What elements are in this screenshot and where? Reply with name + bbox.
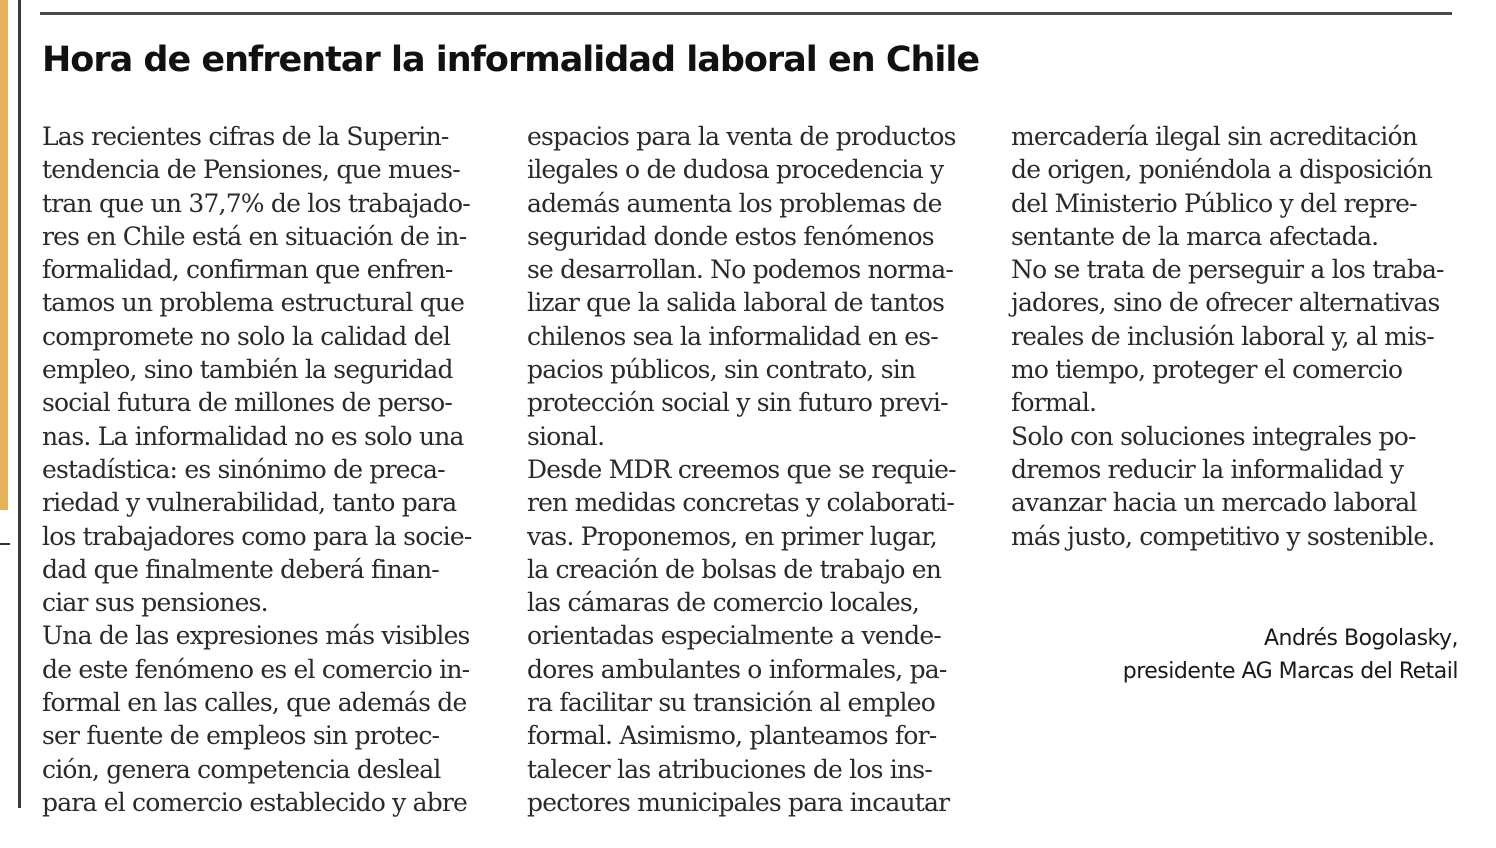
text-line: los trabajadores como para la socie-: [42, 521, 472, 551]
left-margin-rule: [18, 0, 21, 808]
author-name: Andrés Bogolasky,: [1263, 626, 1458, 651]
text-line: tendencia de Pensiones, que mues-: [42, 155, 460, 185]
text-line: avanzar hacia un mercado laboral: [1011, 488, 1417, 518]
text-line: formal.: [1011, 388, 1097, 418]
text-line: seguridad donde estos fenómenos: [527, 221, 934, 251]
text-line: pectores municipales para incautar: [527, 787, 950, 817]
text-line: del Ministerio Público y del repre-: [1011, 188, 1417, 218]
text-line: mo tiempo, proteger el comercio: [1011, 355, 1403, 385]
text-line: las cámaras de comercio locales,: [527, 588, 919, 618]
text-line: formal en las calles, que además de: [42, 688, 467, 718]
text-line: reales de inclusión laboral y, al mis-: [1011, 321, 1434, 351]
text-line: chilenos sea la informalidad en es-: [527, 321, 938, 351]
article-column-1: [42, 120, 472, 819]
text-line: de origen, poniéndola a disposición: [1011, 155, 1433, 185]
top-rule: [40, 12, 1452, 15]
text-line: res en Chile está en situación de in-: [42, 221, 467, 251]
text-line: se desarrollan. No podemos norma-: [527, 255, 953, 285]
text-line: Una de las expresiones más visibles: [42, 621, 470, 651]
text-line: para el comercio establecido y abre: [42, 787, 468, 817]
article-column-2: [527, 120, 956, 819]
text-line: lizar que la salida laboral de tantos: [527, 288, 945, 318]
text-line: más justo, competitivo y sostenible.: [1011, 521, 1435, 551]
text-line: social futura de millones de perso-: [42, 388, 453, 418]
text-line: formalidad, confirman que enfren-: [42, 255, 453, 285]
text-line: talecer las atribuciones de los ins-: [527, 754, 932, 784]
text-line: Solo con soluciones integrales po-: [1011, 421, 1416, 451]
text-line: sional.: [527, 421, 605, 451]
text-line: dad que finalmente deberá finan-: [42, 554, 439, 584]
text-line: ser fuente de empleos sin protec-: [42, 721, 440, 751]
left-margin-color-strip: [0, 0, 8, 510]
text-line: jadores, sino de ofrecer alternativas: [1011, 288, 1440, 318]
text-line: mercadería ilegal sin acreditación: [1011, 122, 1418, 151]
text-line: nas. La informalidad no es solo una: [42, 421, 464, 451]
text-line: estadística: es sinónimo de preca-: [42, 454, 445, 484]
left-margin-tick: [0, 543, 10, 545]
article-column-3: [1011, 120, 1444, 553]
text-line: espacios para la venta de productos: [527, 122, 956, 151]
text-line: ción, genera competencia desleal: [42, 754, 441, 784]
text-line: Desde MDR creemos que se requie-: [527, 454, 956, 484]
text-line: sentante de la marca afectada.: [1011, 221, 1379, 251]
text-line: tamos un problema estructural que: [42, 288, 465, 318]
text-line: dremos reducir la informalidad y: [1011, 454, 1404, 484]
article-title: Hora de enfrentar la informalidad laboral en Chile: [42, 40, 980, 80]
text-line: tran que un 37,7% de los trabajado-: [42, 188, 470, 218]
text-line: ciar sus pensiones.: [42, 588, 268, 618]
text-line: No se trata de perseguir a los traba-: [1011, 255, 1444, 285]
text-line: de este fenómeno es el comercio in-: [42, 654, 470, 684]
text-line: vas. Proponemos, en primer lugar,: [527, 521, 937, 551]
text-line: formal. Asimismo, planteamos for-: [527, 721, 937, 751]
text-line: ren medidas concretas y colaborati-: [527, 488, 955, 518]
text-line: empleo, sino también la seguridad: [42, 355, 453, 385]
text-line: ra facilitar su transición al empleo: [527, 688, 935, 718]
author-signature: [1123, 622, 1458, 688]
text-line: ilegales o de dudosa procedencia y: [527, 155, 944, 185]
text-line: además aumenta los problemas de: [527, 188, 942, 218]
text-line: orientadas especialmente a vende-: [527, 621, 941, 651]
text-line: pacios públicos, sin contrato, sin: [527, 355, 916, 385]
text-line: compromete no solo la calidad del: [42, 321, 451, 351]
text-line: riedad y vulnerabilidad, tanto para: [42, 488, 457, 518]
text-line: protección social y sin futuro previ-: [527, 388, 948, 418]
author-role: presidente AG Marcas del Retail: [1122, 659, 1458, 684]
text-line: dores ambulantes o informales, pa-: [527, 654, 947, 684]
text-line: la creación de bolsas de trabajo en: [527, 554, 942, 584]
text-line: Las recientes cifras de la Superin-: [42, 122, 449, 151]
